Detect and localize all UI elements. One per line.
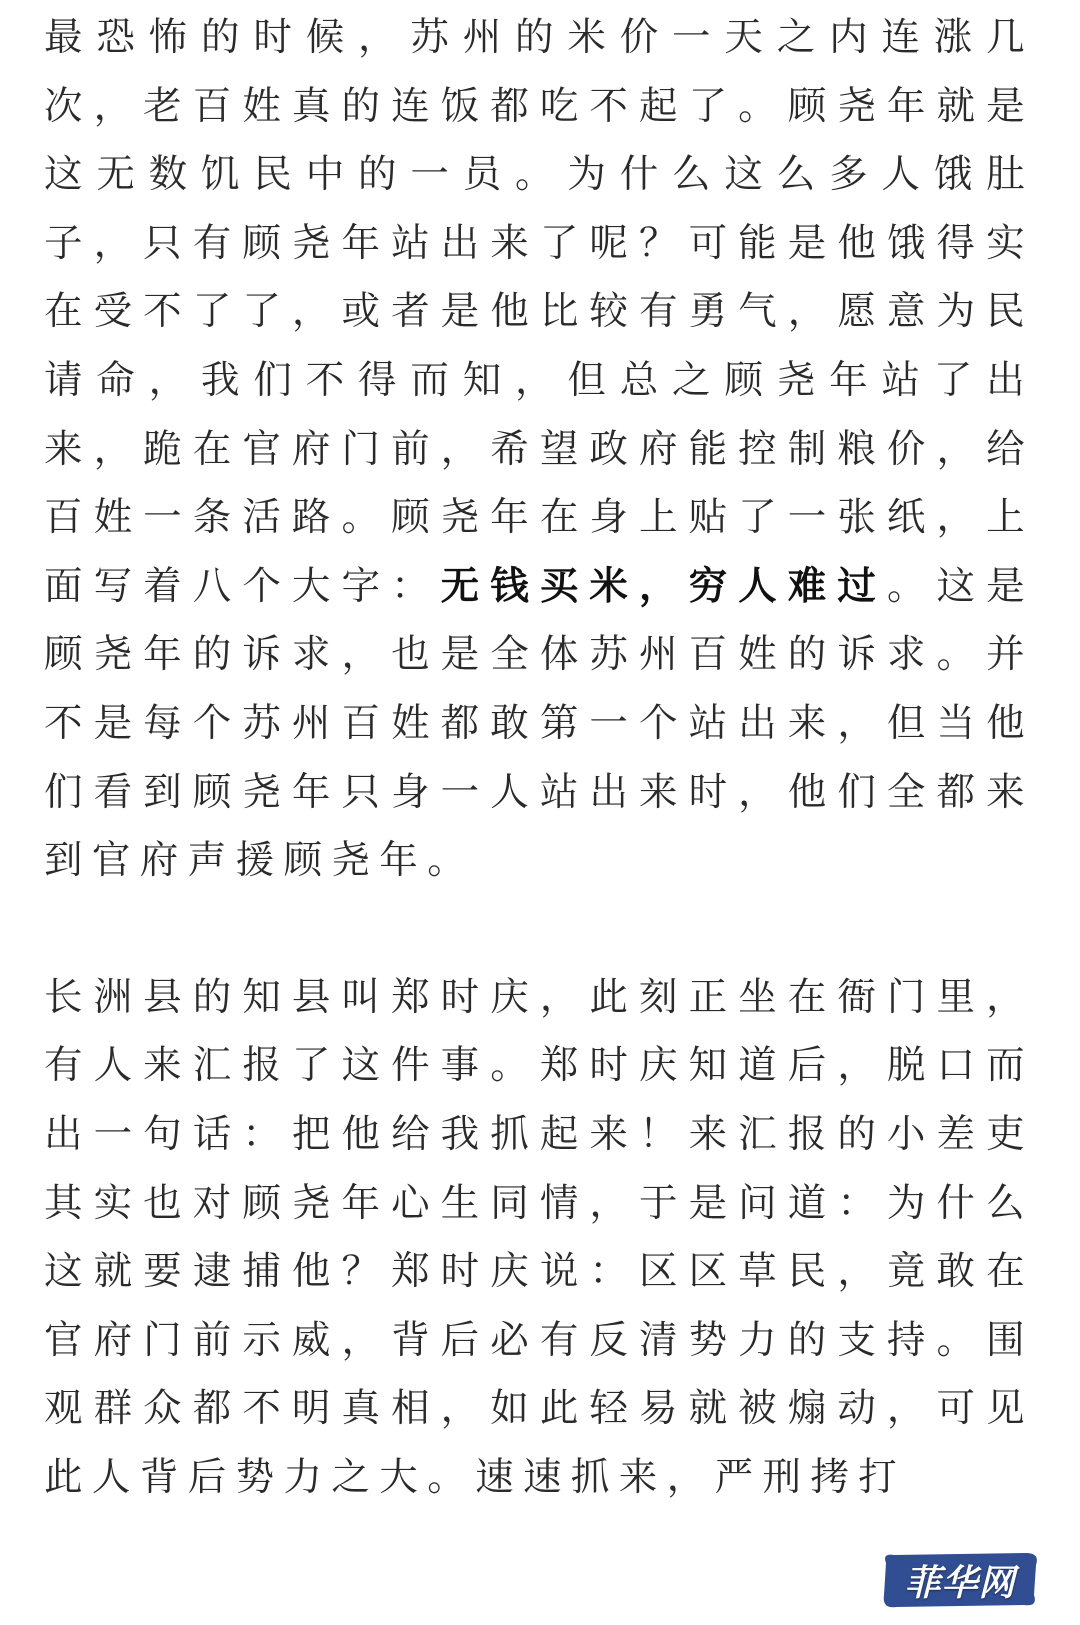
bold-quote: 无钱买米，穷人难过 (440, 563, 887, 609)
article-body (44, 4, 1034, 1512)
article-paragraph (44, 4, 1034, 896)
paragraph-text: 最恐怖的时候，苏州的米价一天之内连涨几次，老百姓真的连饭都吃不起了。顾尧年就是这无数饥民中的一员。为什么这么多人饿肚子，只有顾尧年站出来了呢？可能是他饿得实在受不了了，或者是他比较有勇气，愿意为民请命，我们不得而知，但总之顾尧年站了出来，跪在官府门前，希望政府能控制粮价，给百姓一条活路。顾尧年在身上贴了一张纸，上面写着八个大字： (44, 15, 1034, 609)
article-paragraph: 长洲县的知县叫郑时庆，此刻正坐在衙门里，有人来汇报了这件事。郑时庆知道后，脱口而出一句话：把他给我抓起来！来汇报的小差吏其实也对顾尧年心生同情，于是问道：为什么这就要逮捕他？郑时庆说：区区草民，竟敢在官府门前示威，背后必有反清势力的支持。围观群众都不明真相，如此轻易就被煽动，可见此人背后势力之大。速速抓来，严刑拷打 (44, 974, 1034, 1500)
watermark-logo (876, 1549, 1044, 1611)
paragraph-text: 。这是顾尧年的诉求，也是全体苏州百姓的诉求。并不是每个苏州百姓都敢第一个站出来，但当他们看到顾尧年只身一人站出来时，他们全都来到官府声援顾尧年。 (44, 563, 1035, 884)
watermark-text: 菲华网 (904, 1561, 1016, 1604)
